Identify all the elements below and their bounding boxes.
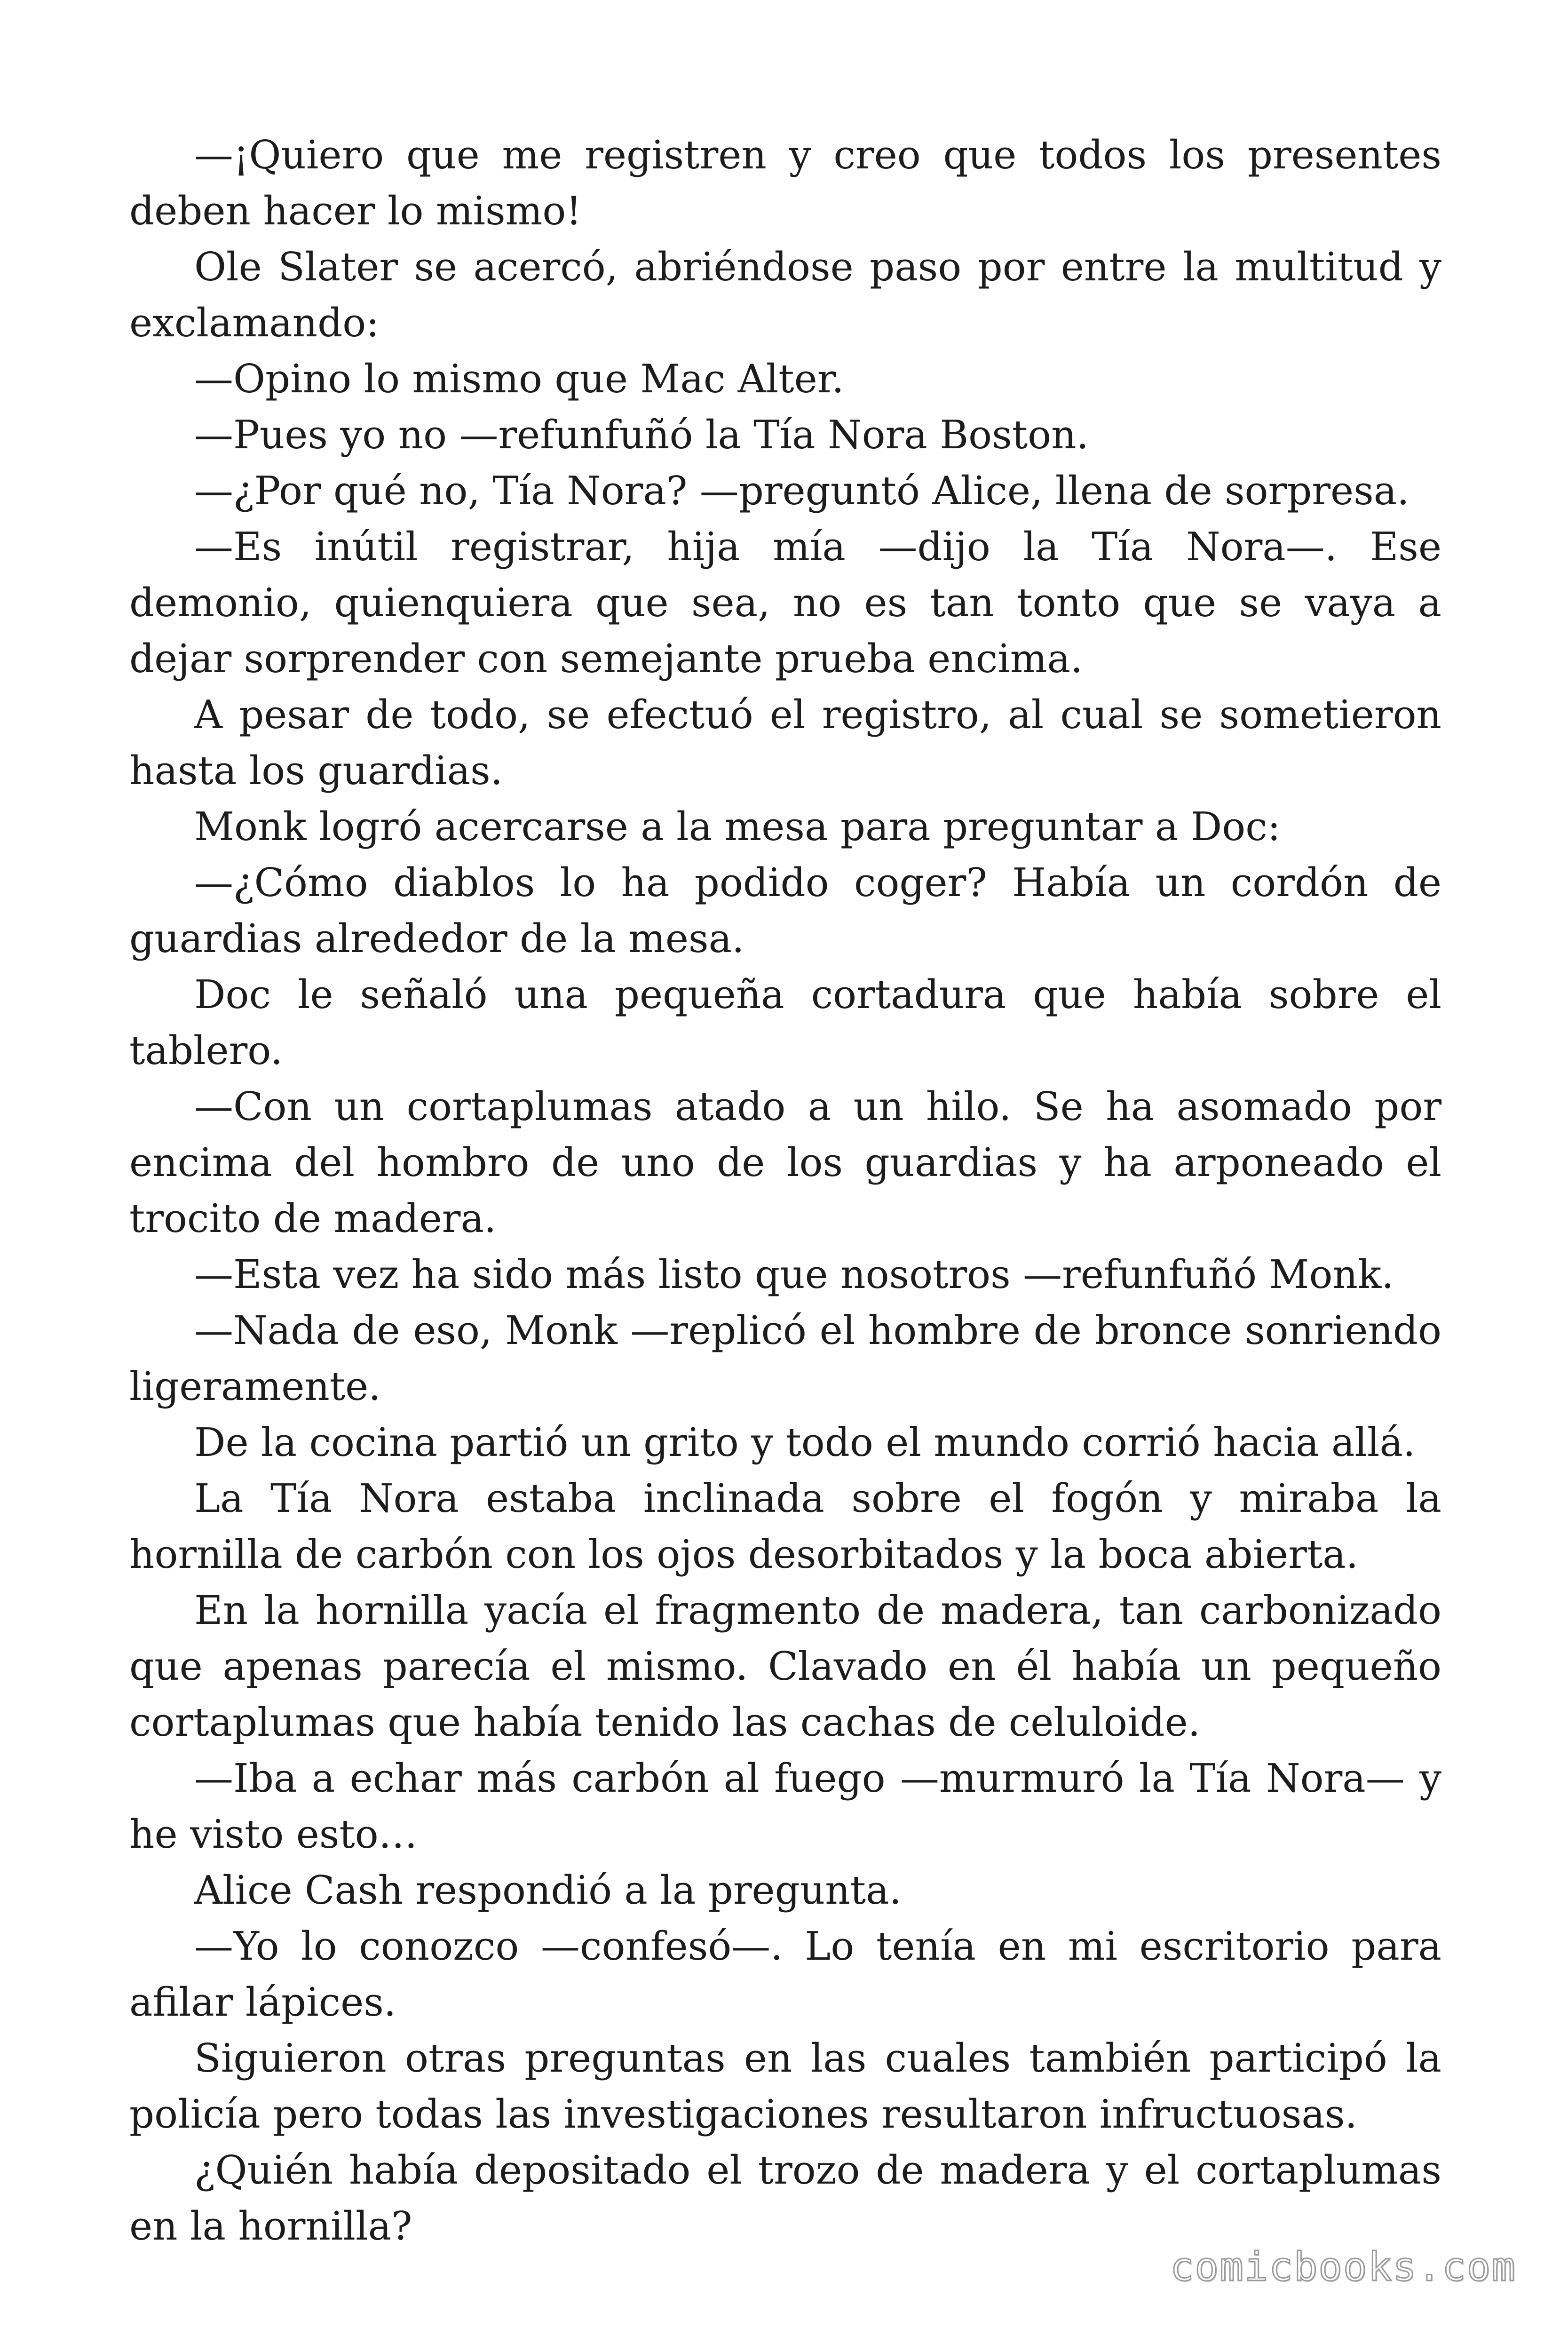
paragraph: —Con un cortaplumas atado a un hilo. Se ha asomado por encima del hombro de uno de los guardias y ha arponeado el trocito de madera. <box>129 1084 1441 1241</box>
paragraph: A pesar de todo, se efectuó el registro, al cual se sometieron hasta los guardias. <box>129 692 1441 794</box>
paragraph: Alice Cash respondió a la pregunta. <box>194 1867 902 1913</box>
paragraph: La Tía Nora estaba inclinada sobre el fogón y miraba la hornilla de carbón con los ojos desorbitados y la boca abierta. <box>129 1476 1441 1577</box>
paragraph: —¡Quiero que me registren y creo que todos los presentes deben hacer lo mismo! <box>129 132 1441 234</box>
paragraph: Ole Slater se acercó, abriéndose paso por entre la multitud y exclamando: <box>129 244 1441 346</box>
paragraph: —Es inútil registrar, hija mía —dijo la Tía Nora—. Ese demonio, quienquiera que sea, no es tan tonto que se vaya a dejar sorprender con semejante prueba encima. <box>129 524 1441 682</box>
paragraph: Doc le señaló una pequeña cortadura que había sobre el tablero. <box>129 972 1441 1073</box>
paragraph: —¿Cómo diablos lo ha podido coger? Había un cordón de guardias alrededor de la mesa. <box>129 860 1441 961</box>
paragraph: De la cocina partió un grito y todo el mundo corrió hacia allá. <box>194 1420 1416 1465</box>
paragraph: —Esta vez ha sido más listo que nosotros —refunfuñó Monk. <box>194 1252 1394 1297</box>
paragraph: —¿Por qué no, Tía Nora? —preguntó Alice, llena de sorpresa. <box>194 468 1410 514</box>
paragraph: Monk logró acercarse a la mesa para preguntar a Doc: <box>194 804 1281 850</box>
paragraph: —Opino lo mismo que Mac Alter. <box>194 356 844 402</box>
paragraph: —Nada de eso, Monk —replicó el hombre de bronce sonriendo ligeramente. <box>129 1308 1441 1409</box>
paragraph: —Yo lo conozco —confesó—. Lo tenía en mi escritorio para afilar lápices. <box>129 1923 1441 2025</box>
watermark-logo: comicbooks.com <box>1170 2244 1516 2290</box>
paragraph: —Pues yo no —refunfuñó la Tía Nora Boston. <box>194 412 1089 458</box>
body-text <box>129 127 1441 2254</box>
paragraph: Siguieron otras preguntas en las cuales también participó la policía pero todas las investigaciones resultaron infructuosas. <box>129 2035 1441 2137</box>
paragraph: —Iba a echar más carbón al fuego —murmuró la Tía Nora— y he visto esto… <box>129 1756 1441 1857</box>
paragraph: ¿Quién había depositado el trozo de madera y el cortaplumas en la hornilla? <box>129 2147 1441 2249</box>
paragraph: En la hornilla yacía el fragmento de madera, tan carbonizado que apenas parecía el mismo. Clavado en él había un pequeño cortaplumas que había tenido las cachas de celuloide. <box>129 1588 1441 1745</box>
